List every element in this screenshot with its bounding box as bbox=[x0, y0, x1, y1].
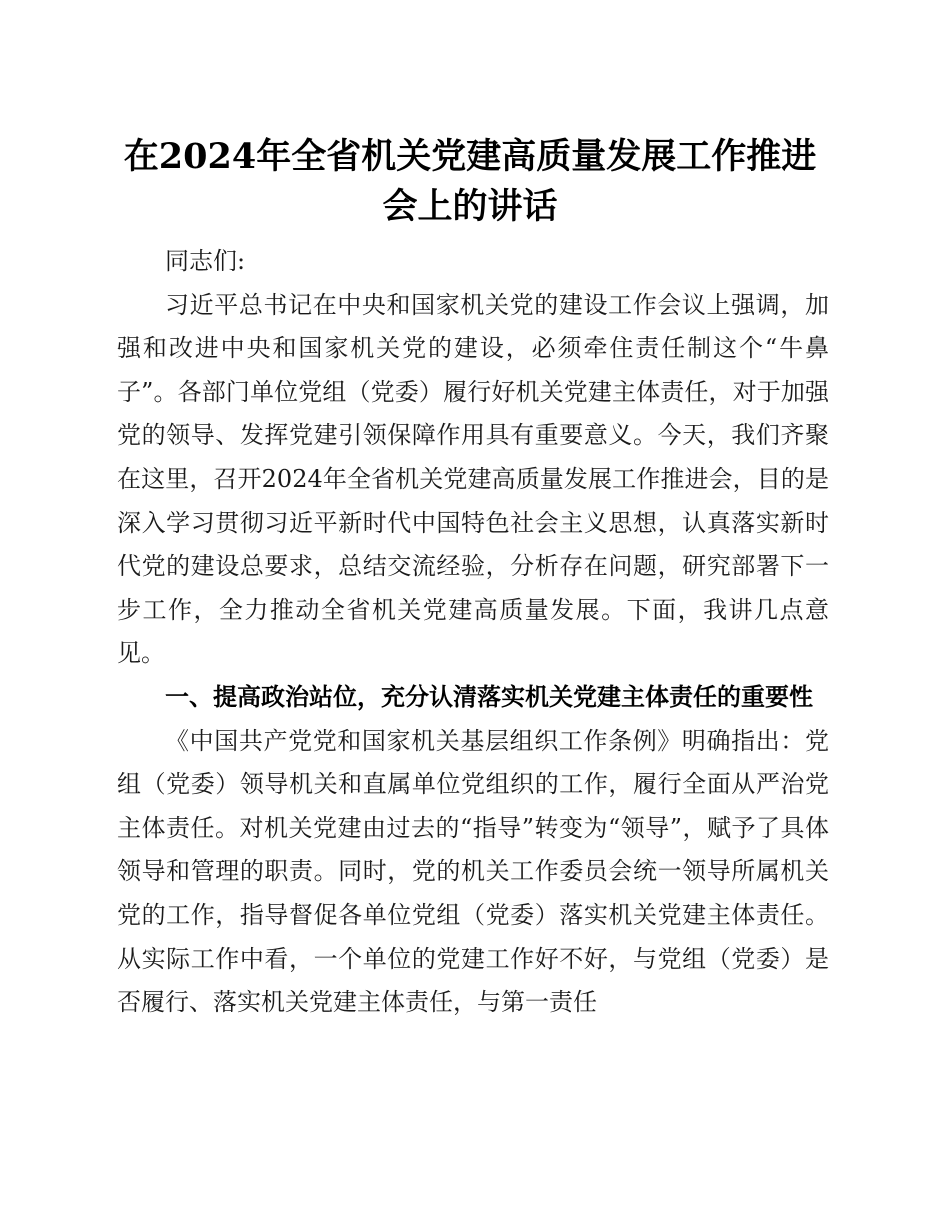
document-title: 在2024年全省机关党建高质量发展工作推进会上的讲话 bbox=[123, 136, 817, 227]
body-paragraph: 《中国共产党党和国家机关基层组织工作条例》明确指出：党组（党委）领导机关和直属单位党组织的工作，履行全面从严治党主体责任。对机关党建由过去的“指导”转变为“领导”，赋予了具体领导和管理的职责。同时，党的机关工作委员会统一领导所属机关党的工作，指导督促各单位党组（党委）落实机关党建主体责任。从实际工作中看，一个单位的党建工作好不好，与党组（党委）是否履行、落实机关党建主体责任，与第一责任 bbox=[117, 726, 829, 1017]
document-body bbox=[117, 240, 829, 1025]
section-heading: 一、提高政治站位，充分认清落实机关党建主体责任的重要性 bbox=[165, 682, 813, 711]
salutation: 同志们: bbox=[165, 247, 246, 275]
body-paragraph: 习近平总书记在中央和国家机关党的建设工作会议上强调，加强和改进中央和国家机关党的建设，必须牵住责任制这个“牛鼻子”。各部门单位党组（党委）履行好机关党建主体责任，对于加强党的领导、发挥党建引领保障作用具有重要意义。今天，我们齐聚在这里，召开2024年全省机关党建高质量发展工作推进会，目的是深入学习贯彻习近平新时代中国特色社会主义思想，认真落实新时代党的建设总要求，总结交流经验，分析存在问题，研究部署下一步工作，全力推动全省机关党建高质量发展。下面，我讲几点意见。 bbox=[117, 290, 829, 668]
